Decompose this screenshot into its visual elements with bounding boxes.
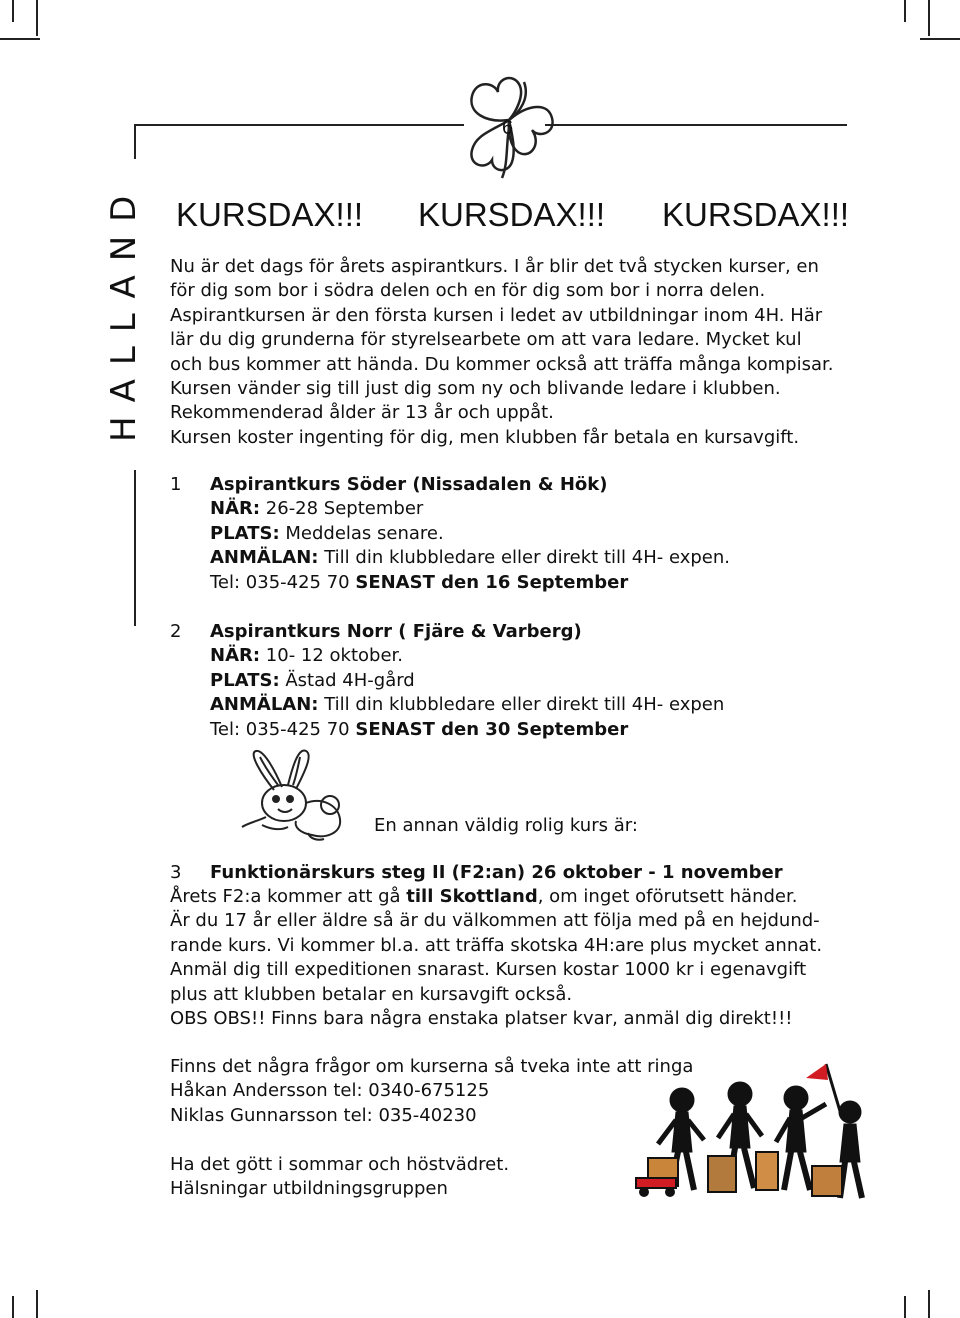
place-label: PLATS: (210, 522, 280, 544)
intro-line: Nu är det dags för årets aspirantkurs. I år blir det två stycken kurser, en (170, 256, 819, 277)
contact-block (170, 1055, 693, 1128)
course-title: Aspirantkurs Söder (Nissadalen & Hök) (210, 474, 608, 495)
other-course-intro: En annan väldig rolig kurs är: (374, 815, 638, 836)
intro-line: Rekommenderad ålder är 13 år och uppåt. (170, 402, 554, 424)
course-title: Funktionärskurs steg II (F2:an) 26 oktober - 1 november (210, 862, 783, 883)
signup-value: Till din klubbledare eller direkt till 4H- expen (318, 694, 725, 716)
margin-rule-bottom (134, 470, 136, 626)
intro-line: för dig som bor i södra delen och en för dig som bor i norra delen. (170, 280, 766, 302)
contact-line: Håkan Andersson tel: 0340-675125 (170, 1080, 490, 1102)
signup-value: Till din klubbledare eller direkt till 4H- expen. (318, 547, 730, 569)
course-3-line: Är du 17 år eller äldre så är du välkommen att följa med på en hejdund- (170, 910, 820, 932)
course-signup (210, 693, 724, 717)
headline: KURSDAX!!! (176, 196, 364, 233)
crop-mark (36, 0, 38, 36)
rabbit-illustration (226, 745, 356, 845)
crop-mark (904, 0, 906, 22)
closing-line: Hälsningar utbildningsgruppen (170, 1178, 448, 1200)
closing-block (170, 1153, 509, 1202)
page-number: 6 (502, 117, 514, 139)
when-value: 26-28 September (260, 498, 424, 520)
tel-text: Tel: 035-425 70 (210, 571, 356, 593)
place-value: Ästad 4H-gård (279, 669, 415, 691)
when-value: 10- 12 oktober. (260, 645, 404, 667)
course-when (210, 497, 730, 521)
signup-label: ANMÄLAN: (210, 547, 319, 569)
course-3-line (170, 885, 822, 909)
margin-rule-top (134, 124, 136, 159)
course-number: 2 (170, 621, 182, 642)
contact-line: Niklas Gunnarsson tel: 035-40230 (170, 1104, 477, 1126)
crop-mark (920, 38, 960, 40)
travelers-illustration (630, 1040, 880, 1210)
crop-mark (928, 0, 930, 36)
place-label: PLATS: (210, 669, 280, 691)
course-title: Aspirantkurs Norr ( Fjäre & Varberg) (210, 621, 582, 642)
headline: KURSDAX!!! (662, 196, 850, 233)
course-3-line: plus att klubben betalar en kursavgift också. (170, 983, 573, 1005)
course-signup (210, 546, 730, 570)
course-number: 3 (170, 862, 182, 883)
crop-mark (904, 1296, 906, 1318)
when-label: NÄR: (210, 498, 261, 520)
headline: KURSDAX!!! (418, 196, 606, 233)
intro-paragraph (170, 255, 833, 450)
course-2-details (210, 620, 724, 742)
crop-mark (36, 1290, 38, 1318)
course-place (210, 669, 724, 693)
intro-line: Aspirantkursen är den första kursen i ledet av utbildningar inom 4H. Här (170, 304, 823, 326)
deadline: SENAST den 16 September (355, 571, 629, 593)
header-rule-right (545, 124, 847, 126)
course-3-description (170, 885, 822, 1031)
crop-mark (928, 1290, 930, 1318)
crop-mark (12, 1296, 14, 1318)
intro-line: och bus kommer att hända. Du kommer också att träffa många kompisar. (170, 353, 834, 375)
tel-text: Tel: 035-425 70 (210, 718, 356, 740)
crop-mark (12, 0, 14, 22)
header-rule-left (134, 124, 464, 126)
line-text: , om inget oförutsett händer. (537, 886, 798, 907)
closing-line: Ha det gött i sommar och höstvädret. (170, 1154, 510, 1175)
line-text: Årets F2:a kommer att gå (170, 886, 407, 907)
course-1-details (210, 473, 730, 595)
when-label: NÄR: (210, 645, 261, 667)
destination: till Skottland (406, 886, 538, 907)
deadline: SENAST den 30 September (355, 718, 629, 740)
course-tel (210, 718, 724, 742)
course-3-line: Anmäl dig till expeditionen snarast. Kursen kostar 1000 kr i egenavgift (170, 959, 807, 981)
crop-mark (0, 38, 40, 40)
course-when (210, 644, 724, 668)
intro-line: Kursen koster ingenting för dig, men klubben får betala en kursavgift. (170, 426, 800, 448)
course-place (210, 522, 730, 546)
course-3-line: rande kurs. Vi kommer bl.a. att träffa skotska 4H:are plus mycket annat. (170, 934, 823, 956)
side-title: HALLAND (104, 181, 144, 442)
signup-label: ANMÄLAN: (210, 694, 319, 716)
place-value: Meddelas senare. (279, 522, 444, 544)
course-number: 1 (170, 474, 182, 495)
course-3-line: OBS OBS!! Finns bara några enstaka platser kvar, anmäl dig direkt!!! (170, 1008, 793, 1030)
intro-line: Kursen vänder sig till just dig som ny och blivande ledare i klubben. (170, 378, 781, 400)
contact-line: Finns det några frågor om kurserna så tveka inte att ringa (170, 1056, 694, 1077)
course-tel (210, 571, 730, 595)
intro-line: lär du dig grunderna för styrelsearbete om att vara ledare. Mycket kul (170, 329, 802, 351)
